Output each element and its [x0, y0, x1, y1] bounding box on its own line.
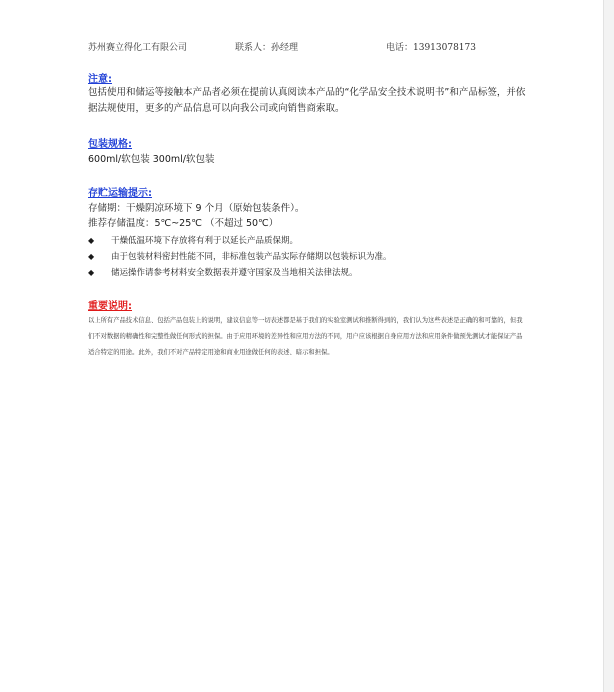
packaging-text: 600ml/软包装 300ml/软包装 — [88, 154, 215, 165]
important-text: 以上所有产品技术信息、包括产品包装上的说明，建议信息等一切表述都是基于我们的实验室测试和推断得到的，我们认为这些表述是正确的和可靠的，但我们不对数据的精确性和完整性做任何形式的担保。由于应用环境的差异性和应用方法的不同，用户应该根据自身应用方法和应用条件做预先测试才能保证产品适合特定的用途。此外，我们不对产品特定用途和商业用途做任何的表述、暗示和担保。 — [88, 317, 523, 356]
bullet-text: 干燥低温环境下存放将有利于以延长产品质保期。 — [111, 236, 299, 246]
bullet-text: 储运操作请参考材料安全数据表并遵守国家及当地相关法律法规。 — [111, 268, 358, 278]
storage-temperature: 推荐存储温度：5℃~25℃ （不超过 50℃） — [88, 218, 279, 229]
list-item — [88, 249, 528, 265]
packaging-heading: 包装规格: — [88, 139, 132, 150]
diamond-bullet-icon: ◆ — [88, 252, 95, 261]
notice-heading: 注意: — [88, 74, 112, 85]
storage-bullet-list — [88, 233, 528, 281]
page-header — [88, 40, 558, 54]
phone-number: 电话：13913078173 — [386, 43, 476, 53]
storage-heading: 存贮运输提示: — [88, 188, 152, 199]
viewer-scrollbar[interactable] — [603, 0, 614, 692]
list-item — [88, 233, 528, 249]
contact-person: 联系人：孙经理 — [235, 43, 299, 53]
list-item — [88, 265, 528, 281]
diamond-bullet-icon: ◆ — [88, 268, 95, 277]
notice-text: 包括使用和储运等接触本产品者必须在提前认真阅读本产品的“化学品安全技术说明书”和产品标签，并依据法规使用，更多的产品信息可以向我公司或向销售商索取。 — [88, 87, 526, 114]
company-name: 苏州赛立得化工有限公司 — [88, 43, 188, 53]
diamond-bullet-icon: ◆ — [88, 236, 95, 245]
storage-period: 存储期：干燥阴凉环境下 9 个月（原始包装条件）。 — [88, 203, 305, 214]
bullet-text: 由于包装材料密封性能不同，非标准包装产品实际存储期以包装标识为准。 — [111, 252, 392, 262]
important-heading: 重要说明: — [88, 301, 132, 312]
